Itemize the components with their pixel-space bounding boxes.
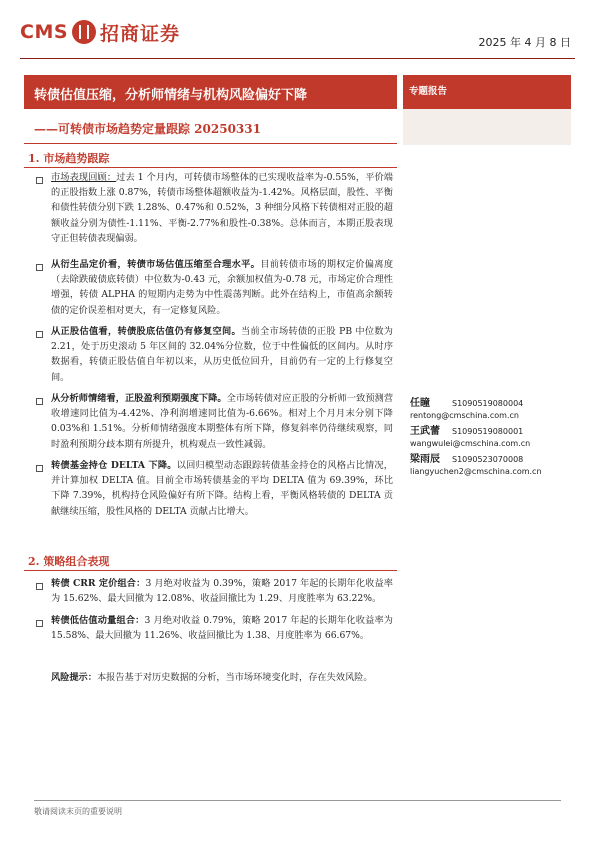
company-logo [20,18,180,46]
bullet-icon [36,177,43,184]
risk-text: 本报告基于对历史数据的分析，当市场环境变化时，存在失效风险。 [96,672,373,683]
paragraph-text: 全市场转债对应正股的分析师一致预测营收增速同比值为-4.42%、净利润增速同比值为-6.66%。相对上个月月末分别下降 0.03%和 1.51%。分析师情绪强度本期整体有所下降，修复斜率仍待继续观察，同时盈利预期分歧本期有所提升，机构观点一致性减弱。 [51,393,394,450]
paragraph-derivative-pricing [51,257,393,318]
analyst-name: 梁雨辰 [410,454,440,465]
bullet-icon [36,583,43,590]
risk-lead: 风险提示： [51,672,97,683]
bullet-icon [36,620,43,627]
section-1-divider [24,167,397,168]
subtitle-divider [24,143,397,144]
paragraph-text: 当前全市场转债的正股 PB 中位数为 2.21，处于历史滚动 5 年区间的 32.04%分位数，位于中性偏低的区间内。从时序数据看，转债正股估值自年初以来，从历史低位回升，目前仍有一定的上行修复空间。 [51,326,393,383]
paragraph-stock-valuation [51,324,393,385]
analyst-card [410,419,530,448]
report-type-label: 专题报告 [409,86,448,97]
analyst-card [410,447,542,476]
paragraph-lead: 从衍生品定价看，转债市场估值压缩至合理水平。 [51,259,261,270]
analyst-license-id: S1090519080001 [452,427,524,436]
analyst-email[interactable]: wangwulei@cmschina.com.cn [410,439,531,448]
analyst-name: 王武蕾 [410,426,440,437]
bullet-icon [36,465,43,472]
analyst-license-id: S1090519080004 [452,399,524,408]
paragraph-lead: 从正股估值看，转债股底估值仍有修复空间。 [51,326,241,337]
paragraph-text: 以回归模型动态跟踪转债基金持仓的风格占比情况，并计算加权 DELTA 值。目前全市场转债基金的平均 DELTA 值为 69.39%，环比下降 7.39%，机构持仓风险偏好有所下降。结构上看，平衡风格转债的 DELTA 贡献继续压缩，股性风格的 DELTA 贡献占比增大。 [51,460,393,517]
section-2-divider [24,570,397,571]
logo-chinese-text: 招商证券 [100,22,181,45]
paragraph-crr-portfolio [51,576,393,606]
footer-divider [34,800,561,801]
analyst-card [410,391,523,420]
side-panel-bg [403,109,571,145]
bullet-icon [36,331,43,338]
risk-warning [51,670,393,685]
paragraph-lead: 转债低估值动量组合： [51,615,145,626]
analyst-license-id: S1090523070008 [452,455,524,464]
report-date: 2025 年 4 月 8 日 [478,36,571,49]
paragraph-market-review [51,170,393,246]
logo-mark-icon [72,20,96,44]
paragraph-lead: 市场表现回顾： [51,172,117,183]
bullet-icon [36,398,43,405]
report-subtitle: ——可转债市场趋势定量跟踪 20250331 [34,122,261,136]
section-2-title: 2. 策略组合表现 [28,555,110,568]
footer-note: 敬请阅读末页的重要说明 [34,807,122,816]
analyst-email[interactable]: liangyuchen2@cmschina.com.cn [410,467,542,476]
paragraph-text: 目前转债市场的期权定价偏离度（去除跌破债底转债）中位数为-0.43 元，余额加权值为-0.78 元，市场定价合理性增强，转债 ALPHA 的短期内走势为中性震荡判断。此外在结构上，市值高余额转债的定价误差相对更大，有一定修复风险。 [51,259,394,316]
bullet-icon [36,264,43,271]
paragraph-lead: 转债基金持仓 DELTA 下降。 [51,460,177,471]
report-title: 转债估值压缩，分析师情绪与机构风险偏好下降 [34,88,308,103]
paragraph-text: 3 月绝对收益为 0.39%，策略 2017 年起的长期年化收益率为 15.62%、最大回撤为 12.08%、收益回撤比为 1.29、月度胜率为 63.22%。 [51,578,393,605]
paragraph-momentum-portfolio [51,613,393,643]
paragraph-lead: 从分析师情绪看，正股盈利预期强度下降。 [51,393,227,404]
paragraph-lead: 转债 CRR 定价组合： [51,578,146,589]
section-1-title: 1. 市场趋势跟踪 [28,152,110,165]
logo-cms-text: CMS [20,21,69,43]
analyst-email[interactable]: rentong@cmschina.com.cn [410,411,519,420]
analyst-name: 任瞳 [410,398,430,409]
paragraph-analyst-sentiment [51,391,393,452]
header-divider [20,58,575,59]
paragraph-fund-delta [51,458,393,519]
paragraph-text: 3 月绝对收益 0.79%，策略 2017 年起的长期年化收益率为 15.58%、最大回撤为 11.26%、收益回撤比为 1.38、月度胜率为 66.67%。 [51,615,393,642]
paragraph-text: 过去 1 个月内，可转债市场整体的已实现收益率为-0.55%，平价端的正股指数上涨 0.87%，转债市场整体超额收益为-1.42%。风格层面，股性、平衡和债性转债分别下跌 1.28%、0.47%和 0.52%，3 种细分风格下转债相对正股的超额收益分别为债性-1.11%、平衡-2.77%和股性-0.38%。总体而言，本期正股表现守正但转债表现偏弱。 [51,172,393,244]
